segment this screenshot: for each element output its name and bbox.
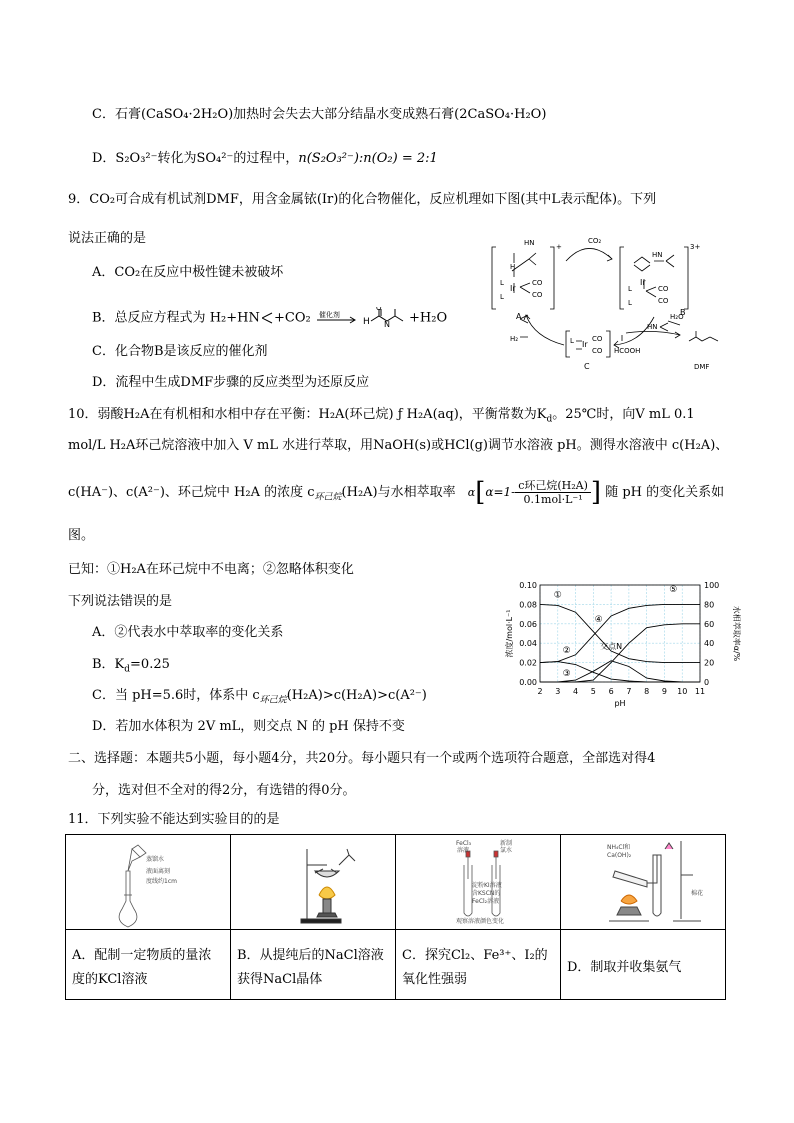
label-b: B <box>680 308 686 317</box>
y2-tick-0: 0 <box>704 678 710 687</box>
y-tick-4: 0.08 <box>519 600 537 610</box>
charge-a: + <box>556 243 562 251</box>
q9-eq-right: +H₂O <box>409 310 448 326</box>
fig-a-label1: 蒸馏水 <box>146 856 165 863</box>
q9-mechanism-diagram <box>484 233 728 375</box>
label-h-a: HN <box>524 239 535 247</box>
q10-stem-line1-text: 10．弱酸H₂A在有机相和水相中存在平衡：H₂A(环己烷) ƒ H₂A(aq)，平衡常数为K <box>68 407 547 422</box>
h2-label: H₂ <box>510 335 519 343</box>
l-b1: L <box>628 285 632 293</box>
label-a: A <box>516 312 522 321</box>
q10-option-b-tail: =0.25 <box>130 657 170 672</box>
q10-stem-line4: 图。 <box>68 528 95 543</box>
svg-text:O: O <box>376 307 382 312</box>
bracket-b-right <box>684 247 688 309</box>
alpha-eq: α=1- <box>485 485 516 499</box>
fig-c-label1: FeCl₃ <box>456 840 472 847</box>
q9-eq-co2: +CO₂ <box>274 310 311 326</box>
series-label-4: ④ <box>594 614 603 625</box>
q11-option-a: A．配制一定物质的量浓度的KCl溶液 <box>66 930 231 1000</box>
y2-tick-3: 60 <box>704 619 715 629</box>
q11-figure-row <box>66 835 726 930</box>
arrow-a-to-b <box>566 248 612 261</box>
fig-a-label3: 度线约1cm <box>146 878 177 885</box>
q10-option-c-a: C．当 pH=5.6时，体系中 c <box>92 688 260 703</box>
label-c: C <box>584 362 590 371</box>
q11-option-d: D．制取并收集氨气 <box>561 930 726 1000</box>
catalyst-label: 催化剂 <box>318 311 340 319</box>
co-b2: CO <box>658 297 669 305</box>
cyclohexane-sub: 环己烷 <box>314 492 342 503</box>
section2-line1: 二、选择题：本题共5小题，每小题4分，共20分。每小题只有一个或两个选项符合题意，全部选对得4 <box>68 751 656 766</box>
q10-option-b-sub: d <box>124 664 131 675</box>
l-c: L <box>570 337 574 345</box>
ir-b: Ir <box>640 278 646 287</box>
fig-c-label7: FeCl₂溶液 <box>472 898 500 905</box>
q10-option-b-text: B．K <box>92 657 125 672</box>
bracket-b-left <box>620 247 624 309</box>
section2-line2: 分，选对但不全对的得2分，有选错的得0分。 <box>92 783 356 798</box>
q10-option-a: A．②代表水中萃取率的变化关系 <box>92 625 284 640</box>
q9-option-b-text: B．总反应方程式为 <box>92 310 206 326</box>
x-tick-10: 10 <box>677 687 688 696</box>
q8-option-d <box>92 150 438 168</box>
dmf-label: DMF <box>694 363 710 371</box>
x-tick-7: 7 <box>626 687 632 696</box>
q10-option-c-sub: 环己烷 <box>259 695 287 706</box>
co-a1: CO <box>532 279 543 287</box>
bracket-a-left <box>492 247 496 309</box>
co2-label: CO₂ <box>588 237 602 245</box>
volumetric-flask-icon <box>66 835 230 929</box>
q10-stem-line1-tail: 。25℃时，向V mL 0.1 <box>552 407 695 422</box>
q8-option-d-expr: n(S₂O₃²⁻):n(O₂) = 2:1 <box>298 151 438 166</box>
q10-stem-line1 <box>68 406 695 429</box>
q10-stem-line3-b: (H₂A)与水相萃取率 <box>341 485 456 500</box>
amine-icon <box>262 311 274 325</box>
y-tick-0: 0.00 <box>519 678 537 687</box>
q11-cell-fig-a <box>66 835 231 930</box>
x-tick-11: 11 <box>694 687 706 696</box>
arrow-h2o <box>668 321 680 325</box>
hcooh-label: HCOOH <box>614 347 641 355</box>
fig-c-label6: 含KSCN的 <box>472 890 501 897</box>
q11-cell-fig-b <box>231 835 396 930</box>
q11-option-c: C．探究Cl₂、Fe³⁺、I₂的氧化性强弱 <box>396 930 561 1000</box>
co-b1: CO <box>658 285 669 293</box>
x-tick-2: 2 <box>537 687 543 696</box>
bracket-left: [ <box>475 477 486 508</box>
q11-cell-fig-d <box>561 835 726 930</box>
q9-stem-line2: 说法正确的是 <box>68 231 147 246</box>
x-tick-9: 9 <box>661 687 667 696</box>
bracket-right: ] <box>590 477 602 508</box>
hn-b: HN <box>652 251 663 259</box>
q9-option-a: A．CO₂在反应中极性键未被破坏 <box>92 265 284 280</box>
y2-tick-4: 80 <box>704 600 715 610</box>
ammonia-apparatus-icon <box>561 835 725 929</box>
fraction-num: c环己烷(H₂A) <box>515 479 591 493</box>
dmf-structure-icon <box>363 307 409 329</box>
l-a2: L <box>500 293 504 301</box>
y-axis-label: 浓度/mol·L⁻¹ <box>505 609 514 658</box>
annotation-n: 交点N <box>600 642 623 652</box>
co-c2: CO <box>592 347 603 355</box>
y-tick-5: 0.10 <box>519 581 537 590</box>
fig-c-label8: 观察溶液颜色变化 <box>456 918 505 925</box>
y-tick-3: 0.06 <box>519 619 537 629</box>
fig-d-label2: Ca(OH)₂ <box>607 852 632 859</box>
l-b2: L <box>628 299 632 307</box>
q10-option-d: D．若加水体积为 2V mL，则交点 N 的 pH 保持不变 <box>92 719 405 734</box>
q8-option-c: C．石膏(CaSO₄·2H₂O)加热时会失去大部分结晶水变成熟石膏(2CaSO₄·H₂O) <box>92 107 547 122</box>
fig-c-label3: 新制 <box>500 840 513 847</box>
hn-c: HN <box>647 323 658 331</box>
q11-cell-fig-c <box>396 835 561 930</box>
q10-option-c <box>92 687 427 710</box>
q9-stem-line1: 9．CO₂可合成有机试剂DMF，用含金属铱(Ir)的化合物催化，反应机理如下图(其中L表示配体)。下列 <box>68 192 657 207</box>
x-tick-6: 6 <box>608 687 614 696</box>
series-label-5: ⑤ <box>669 584 678 595</box>
fig-d-label1: NH₄Cl和 <box>607 844 631 851</box>
co-c1: CO <box>592 335 603 343</box>
q10-stem-line3-c: 随 pH 的变化关系如 <box>605 485 725 500</box>
q11-caption-row <box>66 930 726 1000</box>
svg-text:H: H <box>363 317 370 327</box>
fig-c-label4: 氯水 <box>500 847 513 854</box>
alpha-symbol: α <box>467 486 476 499</box>
alpha-fraction <box>515 479 591 506</box>
q10-chart <box>500 575 750 717</box>
kd-sub: d <box>546 414 553 425</box>
arrow-c-to-a <box>526 315 564 345</box>
q11-stem: 11．下列实验不能达到实验目的的是 <box>68 812 280 827</box>
ir-c: Ir <box>582 340 588 349</box>
fig-a-label2: 液面离刻 <box>146 868 171 875</box>
charge-b: 3+ <box>690 243 701 251</box>
y2-tick-5: 100 <box>704 581 720 590</box>
h-a: H <box>510 263 516 271</box>
h2o-label: H₂O <box>670 313 684 321</box>
x-tick-5: 5 <box>590 687 596 696</box>
test-tubes-icon <box>396 835 560 929</box>
q9-eq-left: H₂+HN <box>209 310 260 326</box>
fraction-den: 0.1mol·L⁻¹ <box>523 493 583 506</box>
y2-tick-2: 40 <box>704 639 715 649</box>
q10-option-c-b: (H₂A)>c(H₂A)>c(A²⁻) <box>286 688 427 703</box>
x-tick-8: 8 <box>644 687 650 696</box>
y-tick-1: 0.02 <box>519 658 537 668</box>
series-label-3: ③ <box>562 669 571 680</box>
q11-table <box>65 834 726 1000</box>
co-a2: CO <box>532 291 543 299</box>
q10-stem-line2: mol/L H₂A环己烷溶液中加入 V mL 水进行萃取，用NaOH(s)或HCl(g)调节水溶液 pH。测得水溶液中 c(H₂A)、 <box>68 438 729 453</box>
q10-stem-line3-a: c(HA⁻)、c(A²⁻)、环己烷中 H₂A 的浓度 c <box>68 485 315 500</box>
series-label-2: ② <box>562 645 571 656</box>
arrow-dmf <box>626 331 680 335</box>
q8-option-d-text: D．S₂O₃²⁻转化为SO₄²⁻的过程中， <box>92 151 299 166</box>
bracket-a-right <box>550 247 554 309</box>
svg-text:N: N <box>384 320 390 329</box>
x-tick-4: 4 <box>573 687 579 696</box>
plot-frame <box>540 585 700 682</box>
q10-known: 已知：①H₂A在环己烷中不电离；②忽略体积变化 <box>68 562 354 577</box>
x-axis-label: pH <box>614 699 626 708</box>
y-tick-2: 0.04 <box>519 639 537 649</box>
q10-ask: 下列说法错误的是 <box>68 594 173 609</box>
fig-d-label3: 棉花 <box>691 890 704 897</box>
evaporation-apparatus-icon <box>231 835 395 929</box>
q9-option-d: D．流程中生成DMF步骤的反应类型为还原反应 <box>92 375 370 390</box>
reaction-arrow <box>315 309 359 327</box>
series-label-1: ① <box>553 590 562 601</box>
ir-a: Ir <box>510 284 516 293</box>
q10-option-b <box>92 656 170 679</box>
bracket-c-right <box>606 331 610 357</box>
fig-c-label2: 溶液 <box>457 847 470 854</box>
y2-axis-label: 水相萃取率α/% <box>732 605 741 662</box>
q9-option-b <box>92 307 447 329</box>
x-tick-3: 3 <box>555 687 561 696</box>
l-a1: L <box>500 279 504 287</box>
q9-option-c: C．化合物B是该反应的催化剂 <box>92 344 268 359</box>
fig-c-label5: 淀粉KI溶液 <box>472 882 502 889</box>
y2-tick-1: 20 <box>704 658 715 668</box>
q10-stem-line3 <box>68 474 724 510</box>
q11-option-b: B．从提纯后的NaCl溶液获得NaCl晶体 <box>231 930 396 1000</box>
